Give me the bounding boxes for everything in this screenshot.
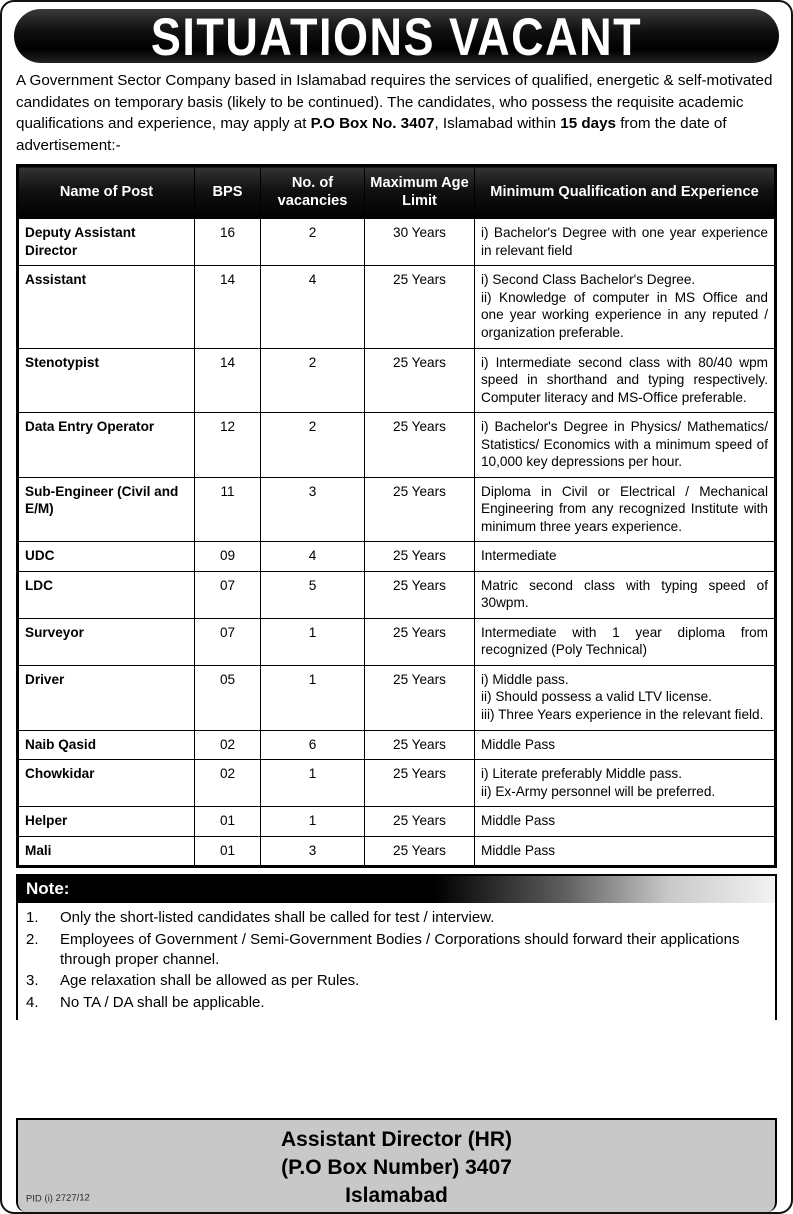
- cell-vacancies: 5: [261, 571, 365, 618]
- intro-text-part2: , Islamabad within: [434, 115, 561, 133]
- cell-post: Driver: [19, 665, 195, 730]
- cell-qualification: [475, 477, 775, 542]
- table-row: [19, 477, 775, 542]
- qualification-line: iii) Three Years experience in the relevant field.: [481, 707, 764, 722]
- cell-bps: 07: [195, 618, 261, 665]
- cell-bps: 16: [195, 219, 261, 266]
- cell-vacancies: 1: [261, 665, 365, 730]
- cell-qualification: [475, 571, 775, 618]
- cell-vacancies: 1: [261, 760, 365, 807]
- table-row: [19, 836, 775, 866]
- qualification-line: i) Bachelor's Degree with one year experience in relevant field: [481, 225, 768, 258]
- qualification-line: Middle Pass: [481, 736, 556, 752]
- cell-qualification: [475, 807, 775, 837]
- cell-bps: 12: [195, 413, 261, 478]
- cell-vacancies: 1: [261, 807, 365, 837]
- cell-qualification: [475, 542, 775, 572]
- cell-vacancies: 4: [261, 542, 365, 572]
- table-row: [19, 348, 775, 413]
- cell-vacancies: 6: [261, 730, 365, 760]
- cell-post: Assistant: [19, 266, 195, 348]
- cell-age: 25 Years: [365, 730, 475, 760]
- banner-title: SITUATIONS VACANT: [150, 9, 643, 63]
- pid-code: PID (i) 2727/12: [25, 1192, 91, 1205]
- cell-post: Deputy Assistant Director: [19, 219, 195, 266]
- table-row: [19, 730, 775, 760]
- cell-post: Chowkidar: [19, 760, 195, 807]
- cell-post: LDC: [19, 571, 195, 618]
- cell-bps: 11: [195, 477, 261, 542]
- cell-bps: 01: [195, 836, 261, 866]
- qualification-line: i) Middle pass.: [481, 671, 569, 687]
- cell-qualification: [475, 730, 775, 760]
- cell-age: 25 Years: [365, 618, 475, 665]
- cell-qualification: [475, 665, 775, 730]
- qualification-line: Intermediate: [481, 548, 557, 564]
- cell-qualification: [475, 836, 775, 866]
- table-body: [19, 219, 775, 866]
- cell-bps: 05: [195, 665, 261, 730]
- note-section: [16, 874, 777, 1020]
- cell-age: 25 Years: [365, 348, 475, 413]
- intro-text-part1: A Government Sector Company based in Islamabad requires the services of qualified, energetic & self-motivated candidates on temporary basis (likely to be continued). The candidates, who possess the requisite academic qualifications and experience, may apply at: [16, 72, 773, 133]
- qualification-line: i) Second Class Bachelor's Degree.: [481, 272, 696, 288]
- table-row: [19, 760, 775, 807]
- footer-po-box: (P.O Box Number) 3407: [281, 1155, 512, 1179]
- cell-age: 25 Years: [365, 665, 475, 730]
- note-list: [18, 903, 775, 1020]
- qualification-line: i) Bachelor's Degree in Physics/ Mathematics/ Statistics/ Economics with a minimum speed of 10,000 key depressions per hour.: [481, 419, 768, 470]
- cell-vacancies: 3: [261, 477, 365, 542]
- intro-text-part3: from the date of advertisement:-: [16, 115, 727, 154]
- cell-vacancies: 4: [261, 266, 365, 348]
- footer-city: Islamabad: [345, 1183, 448, 1207]
- column-header-vacancies: No. of vacancies: [261, 167, 365, 219]
- note-item: [26, 993, 767, 1013]
- cell-post: Helper: [19, 807, 195, 837]
- note-item: [26, 908, 767, 928]
- cell-post: UDC: [19, 542, 195, 572]
- cell-qualification: [475, 618, 775, 665]
- cell-bps: 09: [195, 542, 261, 572]
- cell-qualification: [475, 413, 775, 478]
- qualification-line: Middle Pass: [481, 813, 556, 829]
- cell-vacancies: 2: [261, 413, 365, 478]
- table-row: [19, 413, 775, 478]
- cell-bps: 14: [195, 266, 261, 348]
- jobs-table: [18, 166, 775, 866]
- note-heading: Note:: [18, 876, 775, 903]
- note-text: No TA / DA shall be applicable.: [60, 993, 265, 1011]
- column-header-qualification: Minimum Qualification and Experience: [475, 167, 775, 219]
- intro-po-box: P.O Box No. 3407: [310, 115, 435, 133]
- note-item: [26, 971, 767, 991]
- qualification-line: Diploma in Civil or Electrical / Mechanical Engineering from any recognized Institute with minimum three years experience.: [481, 483, 768, 534]
- cell-post: Data Entry Operator: [19, 413, 195, 478]
- cell-post: Sub-Engineer (Civil and E/M): [19, 477, 195, 542]
- table-row: [19, 266, 775, 348]
- qualification-line: ii) Knowledge of computer in MS Office and one year working experience in any reputed / organization preferable.: [481, 289, 768, 340]
- note-text: Employees of Government / Semi-Government Bodies / Corporations should forward their applications through proper channel.: [60, 930, 740, 968]
- cell-post: Mali: [19, 836, 195, 866]
- footer-block: [16, 1118, 777, 1212]
- column-header-age: Maximum Age Limit: [365, 167, 475, 219]
- table-header: [19, 167, 775, 219]
- cell-age: 25 Years: [365, 477, 475, 542]
- table-row: [19, 807, 775, 837]
- cell-age: 25 Years: [365, 266, 475, 348]
- note-text: Only the short-listed candidates shall be called for test / interview.: [60, 909, 495, 927]
- cell-vacancies: 2: [261, 219, 365, 266]
- table-row: [19, 665, 775, 730]
- footer-designation: Assistant Director (HR): [280, 1128, 513, 1151]
- qualification-line: Middle Pass: [481, 842, 556, 858]
- cell-qualification: [475, 760, 775, 807]
- banner: [14, 9, 779, 63]
- note-number: 1.: [26, 909, 39, 927]
- cell-vacancies: 2: [261, 348, 365, 413]
- jobs-table-container: [16, 164, 777, 868]
- cell-qualification: [475, 219, 775, 266]
- cell-vacancies: 1: [261, 618, 365, 665]
- cell-age: 30 Years: [365, 219, 475, 266]
- column-header-post: Name of Post: [19, 167, 195, 219]
- cell-age: 25 Years: [365, 571, 475, 618]
- note-number: 3.: [26, 972, 39, 990]
- column-header-bps: BPS: [195, 167, 261, 219]
- table-row: [19, 542, 775, 572]
- cell-bps: 02: [195, 760, 261, 807]
- qualification-line: i) Intermediate second class with 80/40 wpm speed in shorthand and typing respectively. Computer literacy and MS-Office preferable.: [481, 354, 768, 405]
- intro-deadline: 15 days: [560, 115, 616, 133]
- cell-post: Naib Qasid: [19, 730, 195, 760]
- cell-post: Stenotypist: [19, 348, 195, 413]
- table-row: [19, 219, 775, 266]
- cell-qualification: [475, 266, 775, 348]
- cell-bps: 01: [195, 807, 261, 837]
- cell-age: 25 Years: [365, 807, 475, 837]
- qualification-line: ii) Ex-Army personnel will be preferred.: [481, 783, 716, 799]
- qualification-line: Matric second class with typing speed of 30wpm.: [481, 577, 768, 611]
- cell-bps: 07: [195, 571, 261, 618]
- cell-bps: 14: [195, 348, 261, 413]
- note-text: Age relaxation shall be allowed as per Rules.: [60, 972, 360, 990]
- cell-qualification: [475, 348, 775, 413]
- note-number: 4.: [26, 993, 39, 1011]
- cell-vacancies: 3: [261, 836, 365, 866]
- cell-bps: 02: [195, 730, 261, 760]
- intro-paragraph: [16, 70, 777, 156]
- note-item: [26, 930, 767, 971]
- cell-post: Surveyor: [19, 618, 195, 665]
- cell-age: 25 Years: [365, 836, 475, 866]
- table-row: [19, 618, 775, 665]
- cell-age: 25 Years: [365, 760, 475, 807]
- table-row: [19, 571, 775, 618]
- qualification-line: i) Literate preferably Middle pass.: [481, 766, 682, 782]
- qualification-line: ii) Should possess a valid LTV license.: [481, 689, 712, 705]
- cell-age: 25 Years: [365, 413, 475, 478]
- note-number: 2.: [26, 930, 39, 948]
- qualification-line: Intermediate with 1 year diploma from recognized (Poly Technical): [481, 624, 768, 658]
- cell-age: 25 Years: [365, 542, 475, 572]
- table-header-row: [19, 167, 775, 219]
